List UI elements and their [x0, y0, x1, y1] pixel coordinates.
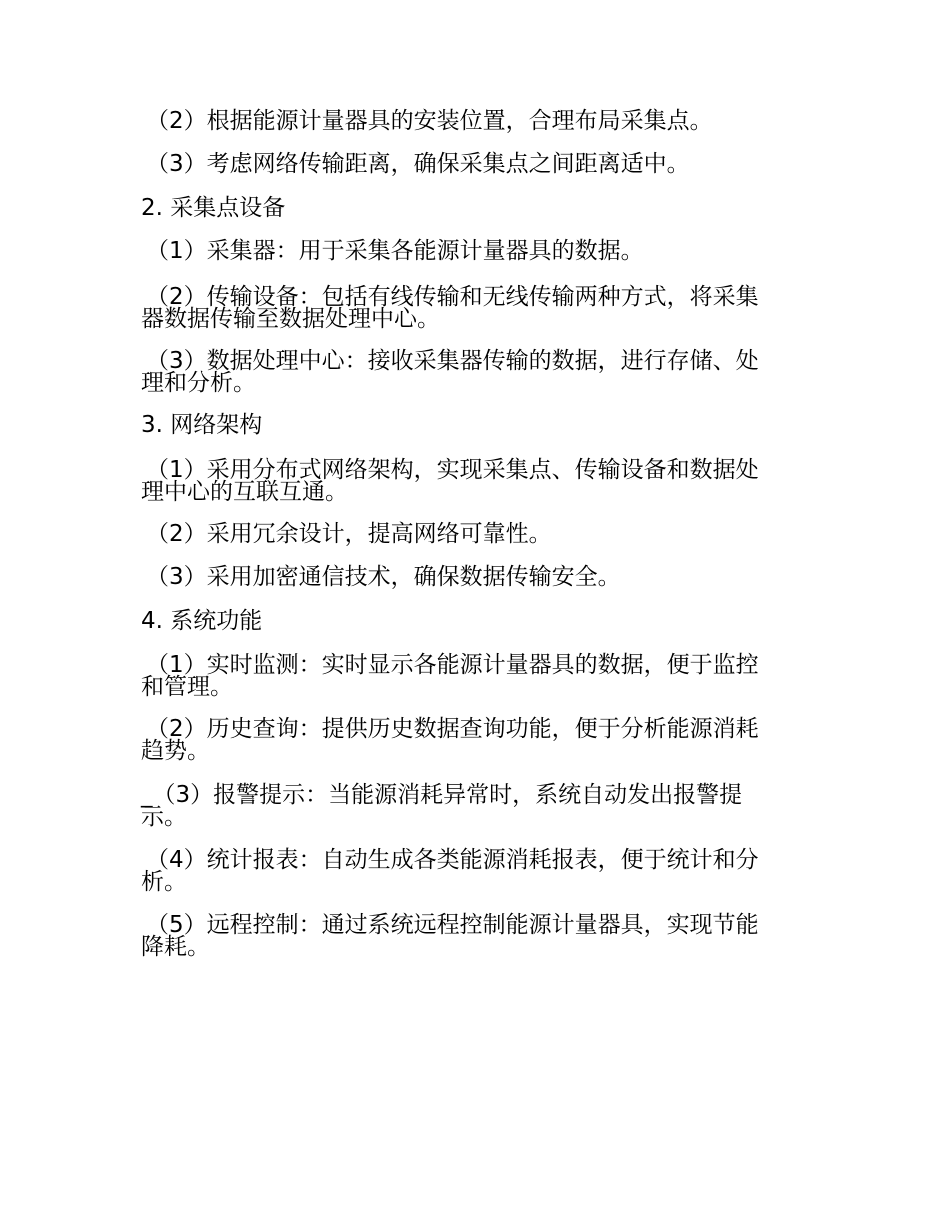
section-heading: 4. 系统功能	[141, 608, 263, 634]
text-line: （5）远程控制：通过系统远程控制能源计量器具，实现节能	[146, 912, 759, 938]
text-line: （3）采用加密通信技术，确保数据传输安全。	[146, 564, 621, 590]
section-heading: 3. 网络架构	[141, 412, 263, 438]
text-line: （3）考虑网络传输距离，确保采集点之间距离适中。	[146, 151, 690, 177]
text-line: （2）传输设备：包括有线传输和无线传输两种方式，将采集	[146, 284, 759, 310]
text-line: 降耗。	[141, 934, 210, 960]
text-line: （2）根据能源计量器具的安装位置，合理布局采集点。	[146, 108, 713, 134]
text-line: 理和分析。	[141, 370, 256, 396]
text-line: 示。	[141, 804, 187, 830]
text-line: （2）历史查询：提供历史数据查询功能，便于分析能源消耗	[146, 716, 759, 742]
text-line: 趋势。	[141, 738, 210, 764]
text-line: （2）采用冗余设计，提高网络可靠性。	[146, 521, 552, 547]
text-line: 析。	[141, 869, 187, 895]
text-line: _（3）报警提示：当能源消耗异常时，系统自动发出报警提	[141, 782, 743, 808]
text-line: （4）统计报表：自动生成各类能源消耗报表，便于统计和分	[146, 847, 759, 873]
text-line: （3）数据处理中心：接收采集器传输的数据，进行存储、处	[146, 348, 759, 374]
text-line: （1）采用分布式网络架构，实现采集点、传输设备和数据处	[146, 457, 759, 483]
text-line: （1）实时监测：实时显示各能源计量器具的数据，便于监控	[146, 652, 759, 678]
text-line: 理中心的互联互通。	[141, 479, 348, 505]
text-line: 器数据传输至数据处理中心。	[141, 306, 440, 332]
text-line: （1）采集器：用于采集各能源计量器具的数据。	[146, 238, 644, 264]
section-heading: 2. 采集点设备	[141, 195, 286, 221]
text-line: 和管理。	[141, 674, 233, 700]
